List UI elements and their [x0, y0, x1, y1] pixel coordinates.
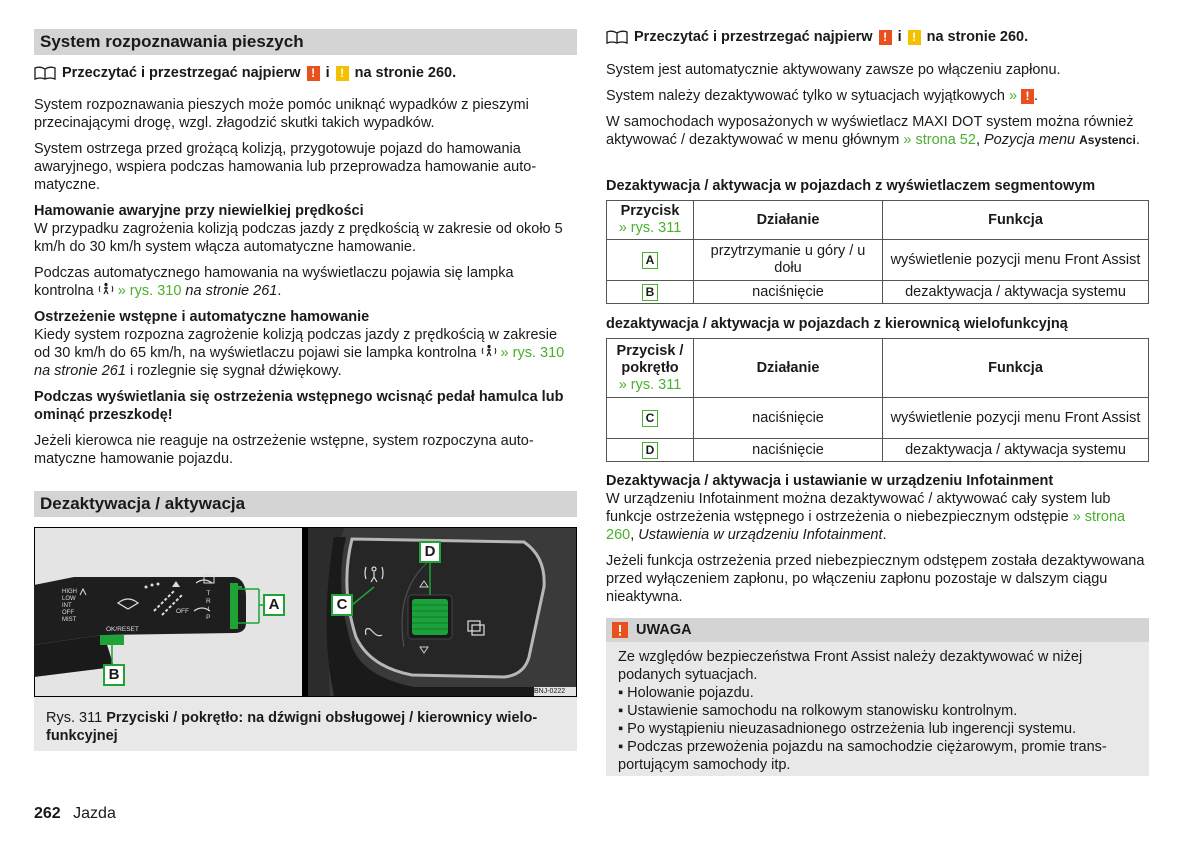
section-title-pedestrian: System rozpoznawania pieszych — [34, 29, 577, 55]
subheading: Ostrzeżenie wstępne i automatyczne hamowanie — [34, 309, 370, 325]
paragraph: W urządzeniu Infotainment można dezaktywować / aktywować cały system lub funkcje ostrzeżenia wstępnego i ostrzeżenia o niebezpiecznym odstępie » strona 260, Ustawienia w urządzeniu Infotainment. — [606, 491, 1126, 543]
pedestrian-warning-lamp-icon — [98, 282, 114, 295]
paragraph: W przypadku zagrożenia kolizją podczas jazdy z prędkością w zakresie od około 5 km/h do 30 km/h system włącza automatyczne hamowanie. — [34, 221, 563, 255]
figure-link[interactable]: » rys. 310 — [117, 283, 182, 299]
paragraph-text: W samochodach wyposażonych w wyświetlacz MAXI DOT system można również aktywować / dezaktywować w menu głównym — [606, 114, 1134, 148]
stalk-label: MIST — [62, 617, 77, 623]
page-section: Jazda — [73, 805, 116, 822]
table-multifunction-wheel — [606, 338, 1149, 462]
key-d-badge: D — [642, 442, 658, 459]
col-header-function: Funkcja — [883, 201, 1149, 240]
page-ref: na stronie 261 — [34, 363, 126, 379]
callout-c[interactable]: C — [336, 596, 348, 613]
book-icon — [34, 66, 56, 80]
cell-action: naciśnięcie — [694, 398, 883, 439]
cell-function: wyświetlenie pozycji menu Front Assist — [883, 398, 1149, 439]
stalk-label: LOW — [62, 596, 76, 602]
col-header-action: Działanie — [694, 339, 883, 398]
cell-action: przytrzymanie u góry / u dołu — [694, 240, 883, 281]
warning-header — [606, 618, 1149, 642]
paragraph: System rozpoznawania pieszych może pomóc uniknąć wypadków z pieszymi przecinającymi drogę, wzgl. złagodzić skutki takich wypadków. — [34, 97, 529, 131]
paragraph: System jest automatycznie aktywowany zawsze po włączeniu zapłonu. — [606, 62, 1061, 78]
table1-title: Dezaktywacja / aktywacja w pojazdach z wyświetlaczem segmentowym — [606, 178, 1096, 194]
pedestrian-warning-lamp-icon — [481, 344, 497, 357]
col-header-button: Przycisk / pokrętło » rys. 311 — [607, 339, 694, 398]
trip-letter: R — [206, 598, 211, 605]
cell-action: naciśnięcie — [694, 281, 883, 304]
warning-title: UWAGA — [636, 622, 692, 638]
infotainment-block — [606, 472, 1151, 614]
paragraph-text: W urządzeniu Infotainment można dezaktywować / aktywować cały system lub funkcje ostrzeżenia wstępnego i ostrzeżenia o niebezpiecznym odstępie — [606, 491, 1111, 525]
stalk-trip-label — [206, 590, 211, 622]
table2-title: dezaktywacja / aktywacja w pojazdach z kierownicą wielofunkcyjną — [606, 316, 1068, 332]
paragraph-end: . — [277, 283, 282, 299]
caption-prefix: Rys. 311 — [46, 710, 103, 726]
paragraph-text: Kiedy system rozpozna zagrożenie kolizją podczas jazdy z prędkością w zakresie od 30 km/h do 65 km/h, na wyświetlaczu pojawi sie lampka kontrolna — [34, 327, 558, 361]
key-a-badge: A — [642, 252, 658, 269]
right-text-block — [606, 61, 1151, 157]
figure-link[interactable]: » rys. 311 — [618, 376, 682, 393]
subheading: Hamowanie awaryjne przy niewielkiej prędkości — [34, 203, 364, 219]
paragraph: Jeżeli funkcja ostrzeżenia przed niebezpiecznym odstępem została dezaktywowana przed wyłączeniem zapłonu, po włączeniu zapłonu pozostaje w dalszym ciągu nieaktywna. — [606, 553, 1145, 605]
col-header-button: Przycisk » rys. 311 — [607, 201, 694, 240]
cell-function: dezaktywacja / aktywacja systemu — [883, 439, 1149, 462]
menu-ref: Ustawienia w urządzeniu Infotainment — [638, 527, 883, 543]
read-suffix: na stronie 260. — [354, 65, 457, 81]
table-row — [607, 439, 1149, 462]
left-text-block — [34, 96, 576, 476]
paragraph-text: Podczas automatycznego hamowania na wyświetlaczu pojawia się lampka kontrolna — [34, 265, 514, 299]
read-prefix: Przeczytać i przestrzegać najpierw — [634, 29, 873, 45]
cell-function: dezaktywacja / aktywacja systemu — [883, 281, 1149, 304]
warning-yellow-icon[interactable]: ! — [336, 66, 349, 81]
trip-letter: T — [206, 590, 211, 597]
list-item: ▪ Holowanie pojazdu. — [618, 685, 754, 701]
page-link[interactable]: » strona 260 — [606, 509, 1126, 543]
list-item: ▪ Podczas przewożenia pojazdu na samochodzie ciężarowym, promie transportującym samochody itp. — [618, 739, 1107, 773]
warning-red-icon — [612, 622, 628, 638]
figure-link[interactable]: » rys. 310 — [500, 345, 565, 361]
section-title-deactivation: Dezaktywacja / aktywacja — [34, 491, 577, 517]
key-b-badge: B — [642, 284, 658, 301]
warning-red-icon[interactable]: ! — [879, 30, 892, 45]
caption-text: Przyciski / pokrętło: na dźwigni obsługowej / kierownicy wielofunkcyjnej — [46, 710, 538, 744]
paragraph: System ostrzega przed grożącą kolizją, przygotowuje pojazd do hamowania awaryjnego, wspiera podczas hamowania lub przeprowadza hamowanie automatyczne. — [34, 141, 537, 193]
stalk-label: OFF — [62, 610, 74, 616]
stalk-mode-labels — [62, 589, 77, 624]
figure-311 — [34, 527, 577, 697]
list-item: ▪ Ustawienie samochodu na rolkowym stanowisku kontrolnym. — [618, 703, 1018, 719]
paragraph-text: System należy dezaktywować tylko w sytuacjach wyjątkowych — [606, 88, 1005, 104]
list-item: ▪ Po wystąpieniu nieuzasadnionego ostrzeżenia lub ingerencji systemu. — [618, 721, 1077, 737]
paragraph: Jeżeli kierowca nie reaguje na ostrzeżenie wstępne, system rozpoczyna automatyczne hamowanie pojazdu. — [34, 433, 534, 467]
book-icon — [606, 30, 628, 44]
warning-box — [606, 618, 1149, 776]
table-row — [607, 398, 1149, 439]
table-header-row — [607, 339, 1149, 398]
stalk-ok-reset-label: OK/RESET — [106, 626, 139, 633]
table-row — [607, 281, 1149, 304]
callout-b[interactable]: B — [108, 666, 120, 683]
warning-body — [606, 642, 1149, 782]
read-first-line — [34, 64, 574, 82]
warning-yellow-icon[interactable]: ! — [908, 30, 921, 45]
paragraph — [34, 326, 576, 380]
figure-caption — [34, 697, 577, 751]
read-suffix: na stronie 260. — [926, 29, 1029, 45]
warning-intro: Ze względów bezpieczeństwa Front Assist należy dezaktywować w niżej podanych sytuacjach. — [618, 649, 1083, 683]
page-footer — [34, 805, 116, 823]
stalk-label: INT — [62, 603, 72, 609]
callout-d[interactable]: D — [424, 543, 436, 560]
stalk-label: HIGH — [62, 589, 77, 595]
col-header-action: Działanie — [694, 201, 883, 240]
figure-code: BNJ-0222 — [534, 688, 566, 695]
menu-ref: Pozycja menu — [984, 132, 1076, 148]
key-c-badge: C — [642, 410, 658, 427]
paragraph-end: i rozlegnie się sygnał dźwiękowy. — [129, 363, 342, 379]
read-and: i — [897, 29, 902, 45]
page-ref: na stronie 261 — [185, 283, 278, 299]
figure-link[interactable]: » rys. 311 — [618, 220, 682, 236]
paragraph: System należy dezaktywować tylko w sytuacjach wyjątkowych » ! . — [606, 88, 1039, 104]
page-link[interactable]: » strona 52 — [903, 132, 976, 148]
subheading: Dezaktywacja / aktywacja i ustawianie w urządzeniu Infotainment — [606, 473, 1054, 489]
menu-ref-small: Asystenci — [1079, 133, 1136, 147]
read-and: i — [325, 65, 330, 81]
paragraph-warning: Podczas wyświetlania się ostrzeżenia wstępnego wcisnąć pedał hamulca lub ominąć przeszkodę! — [34, 389, 564, 423]
trip-letter: I — [207, 606, 210, 613]
page-number: 262 — [34, 805, 61, 822]
warning-red-icon[interactable]: ! — [1021, 89, 1034, 104]
warning-red-icon[interactable]: ! — [307, 66, 320, 81]
callout-a[interactable]: A — [268, 596, 280, 613]
warning-link[interactable]: » — [1008, 88, 1018, 104]
table-row — [607, 240, 1149, 281]
col-header-function: Funkcja — [883, 339, 1149, 398]
trip-letter: P — [206, 614, 211, 621]
paragraph: W samochodach wyposażonych w wyświetlacz MAXI DOT system można również aktywować / dezaktywować w menu głównym » strona 52, Pozycja menu Asystenci. — [606, 114, 1140, 148]
cell-function: wyświetlenie pozycji menu Front Assist — [883, 240, 1149, 281]
stalk-off-label: OFF — [176, 608, 189, 615]
table-segment-display — [606, 200, 1149, 304]
read-first-line-right — [606, 28, 1151, 46]
paragraph — [34, 264, 576, 300]
read-prefix: Przeczytać i przestrzegać najpierw — [62, 65, 301, 81]
cell-action: naciśnięcie — [694, 439, 883, 462]
table-header-row — [607, 201, 1149, 240]
